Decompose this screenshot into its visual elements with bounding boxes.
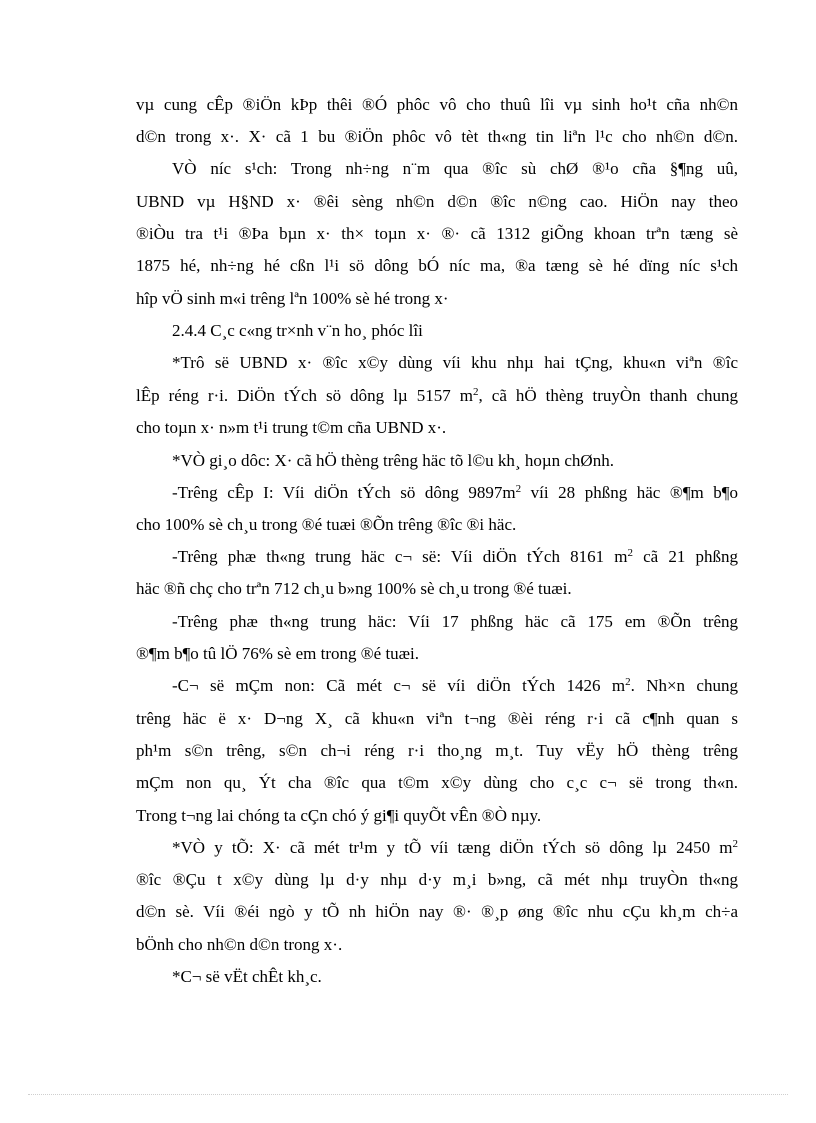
text-line <box>172 477 738 509</box>
text-line: ®iÒu tra t¹i ®Þa bµn x· th× toµn x· ®· cã 1312 giÕng khoan trªn tæng sè <box>136 224 738 243</box>
text-segment: víi 28 phßng häc ®¶m b¶o <box>521 483 738 502</box>
text-segment: . Nh×n chung <box>630 676 738 695</box>
text-line: vµ cung cÊp ®iÖn kÞp thêi ®Ó phôc vô cho thuû lîi vµ sinh ho¹t cña nh©n <box>136 95 738 114</box>
text-line: *C¬ së vËt chÊt kh¸c. <box>172 967 322 986</box>
text-line <box>172 670 738 702</box>
superscript: 2 <box>625 676 631 688</box>
text-line: ®îc ®Çu t x©y dùng lµ d·y nhµ d·y m¸i b»ng, cã mét nhµ truyÒn th«ng <box>136 870 738 889</box>
text-line: d©n trong x·. X· cã 1 bu ®iÖn phôc vô tèt th«ng tin liªn l¹c cho nh©n d©n. <box>136 127 738 146</box>
section-heading: 2.4.4 C¸c c«ng tr×nh v¨n ho¸ phóc lîi <box>172 321 423 340</box>
text-segment: -C¬ së mÇm non: Cã mét c¬ së víi diÖn tÝch 1426 m <box>172 676 626 695</box>
superscript: 2 <box>627 547 633 559</box>
text-line: -Trêng phæ th«ng trung häc: Víi 17 phßng häc cã 175 em ®Õn trêng <box>172 612 738 631</box>
text-segment: cã 21 phßng <box>632 547 738 566</box>
text-segment: *VÒ y tÕ: X· cã mét tr¹m y tÕ víi tæng diÖn tÝch sö dông lµ 2450 m <box>172 838 733 857</box>
text-line: ®¶m b¶o tû lÖ 76% sè em trong ®é tuæi. <box>136 644 419 663</box>
text-segment: -Trêng cÊp I: Víi diÖn tÝch sö dông 9897m <box>172 483 516 502</box>
text-line: d©n sè. Víi ®éi ngò y tÕ nh hiÖn nay ®· ®¸p øng ®îc nhu cÇu kh¸m ch÷a <box>136 902 738 921</box>
text-line: bÖnh cho nh©n d©n trong x·. <box>136 935 343 954</box>
text-line: VÒ níc s¹ch: Trong nh÷ng n¨m qua ®îc sù chØ ®¹o cña §¶ng uû, <box>172 159 738 178</box>
text-segment: -Trêng phæ th«ng trung häc c¬ së: Víi diÖn tÝch 8161 m <box>172 547 628 566</box>
text-line: Trong t¬ng lai chóng ta cÇn chó ý gi¶i quyÕt vÊn ®Ò nµy. <box>136 806 542 825</box>
superscript: 2 <box>515 483 522 495</box>
superscript: 2 <box>732 838 738 850</box>
superscript: 2 <box>473 386 479 398</box>
text-segment: , cã hÖ thèng truyÒn thanh chung <box>478 386 738 405</box>
text-line <box>136 380 738 412</box>
text-line <box>172 832 738 864</box>
text-line: UBND vµ H§ND x· ®êi sèng nh©n d©n ®îc n©ng cao. HiÖn nay theo <box>136 192 738 211</box>
text-line <box>172 541 738 573</box>
page-bottom-divider <box>28 1094 788 1095</box>
text-line: mÇm non qu¸ Ýt cha ®îc qua t©m x©y dùng cho c¸c c¬ së trong th«n. <box>136 773 738 792</box>
text-line: ph¹m s©n trêng, s©n ch¬i réng r·i tho¸ng m¸t. Tuy vËy hÖ thèng trêng <box>136 741 738 760</box>
text-line: cho 100% sè ch¸u trong ®é tuæi ®Õn trêng ®îc ®i häc. <box>136 515 517 534</box>
text-line: *VÒ gi¸o dôc: X· cã hÖ thèng trêng häc tõ l©u kh¸ hoµn chØnh. <box>172 451 614 470</box>
text-line: 1875 hé, nh÷ng hé cßn l¹i sö dông bÓ níc ma, ®a tæng sè hé dïng níc s¹ch <box>136 256 738 275</box>
text-line: cho toµn x· n»m t¹i trung t©m cña UBND x·. <box>136 418 447 437</box>
text-line: häc ®ñ chç cho trªn 712 ch¸u b»ng 100% sè ch¸u trong ®é tuæi. <box>136 579 572 598</box>
text-line: hîp vÖ sinh m«i trêng lªn 100% sè hé trong x· <box>136 289 449 308</box>
text-segment: lÊp réng r·i. DiÖn tÝch sö dông lµ 5157 m <box>136 386 473 405</box>
text-line: trêng häc ë x· D¬ng X¸ cã khu«n viªn t¬ng ®èi réng r·i cã c¶nh quan s <box>136 709 738 728</box>
text-line: *Trô së UBND x· ®îc x©y dùng víi khu nhµ hai tÇng, khu«n viªn ®îc <box>172 353 738 372</box>
